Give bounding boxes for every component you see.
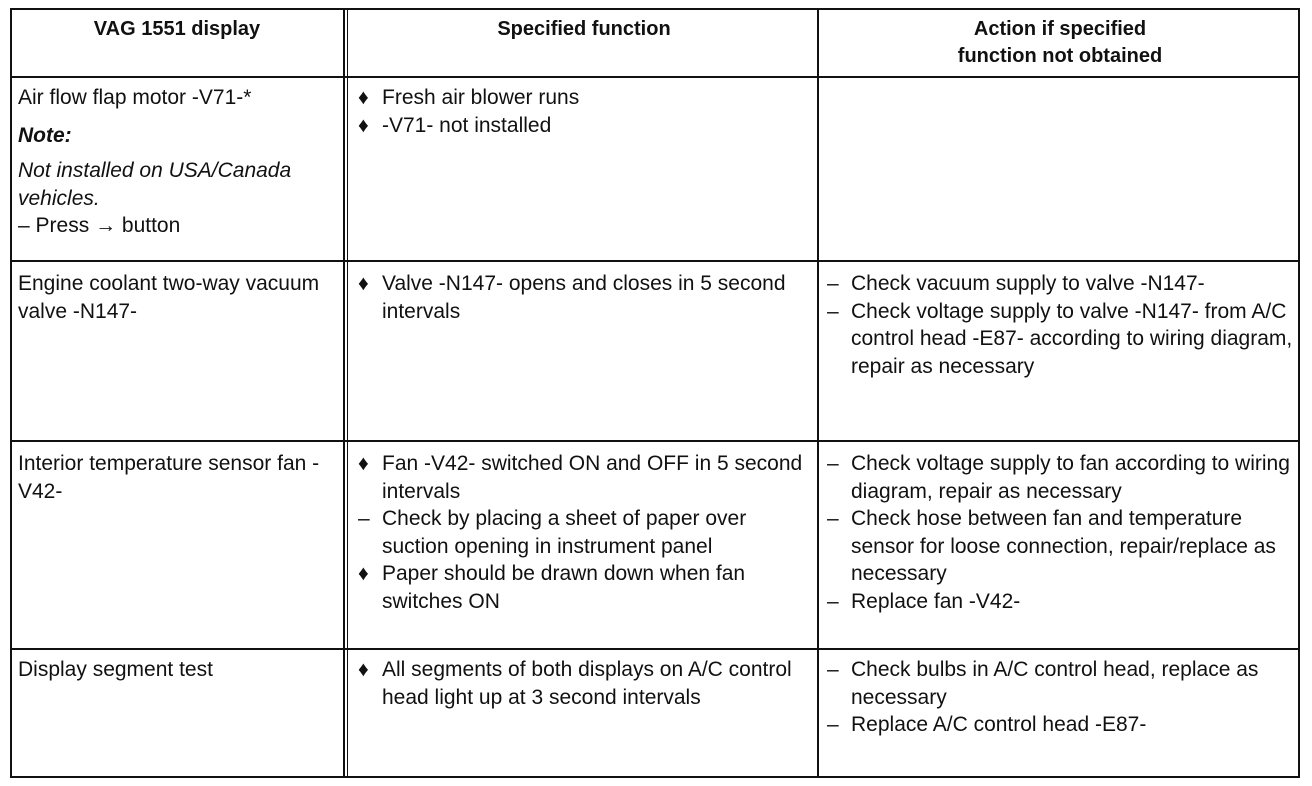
item-text: Check by placing a sheet of paper over suction opening in instrument panel [382, 507, 747, 558]
row-divider [12, 648, 1298, 650]
dash-icon: – [827, 658, 839, 681]
dash-icon: – [827, 452, 839, 475]
row3-action-cell [825, 450, 1295, 615]
diagnostic-table [10, 8, 1300, 778]
press-prefix: Press [35, 214, 90, 237]
item-text: Check hose between fan and temperature sensor for loose connection, repair/replace as necessary [851, 507, 1276, 585]
item-text: Check voltage supply to fan according to wiring diagram, repair as necessary [851, 452, 1290, 503]
item-text: Valve -N147- opens and closes in 5 second intervals [382, 272, 786, 323]
press-instruction [18, 212, 336, 240]
list-item [825, 711, 1295, 739]
item-text: -V71- not installed [382, 113, 552, 137]
row2-display-title: Engine coolant two-way vacuum valve -N147- [18, 272, 320, 323]
header-specified-function: Specified function [497, 18, 671, 40]
dash-icon: – [827, 299, 839, 323]
header-action-line1: Action if specified [973, 18, 1147, 40]
list-item [356, 270, 812, 325]
row4-action-cell [825, 656, 1295, 739]
header-display: VAG 1551 display [93, 18, 261, 40]
row3-function-cell [356, 450, 812, 615]
arrow-right-icon: → [95, 214, 117, 237]
row1-function-cell [356, 84, 812, 139]
diamond-icon: ♦ [358, 452, 369, 475]
note-label: Note: [18, 123, 72, 147]
row-divider [12, 440, 1298, 442]
row2-display-cell [18, 270, 336, 325]
list-item [356, 450, 812, 505]
column-divider [817, 10, 819, 776]
list-item [356, 112, 812, 140]
row1-display-cell [18, 84, 336, 240]
list-item [825, 298, 1295, 381]
list-item [825, 588, 1295, 616]
diamond-icon: ♦ [358, 86, 369, 109]
row3-display-cell [18, 450, 336, 505]
row2-action-cell [825, 270, 1295, 380]
diamond-icon: ♦ [358, 272, 369, 295]
dash-icon: – [827, 589, 839, 613]
item-text: Check bulbs in A/C control head, replace as necessary [851, 658, 1259, 709]
item-text: Check voltage supply to valve -N147- from A/C control head -E87- according to wiring diagram, repair as necessary [851, 299, 1293, 378]
diamond-icon: ♦ [358, 113, 369, 137]
list-item [356, 560, 812, 615]
item-text: All segments of both displays on A/C control head light up at 3 second intervals [382, 658, 792, 709]
item-text: Replace fan -V42- [851, 589, 1021, 613]
list-item [825, 270, 1295, 298]
column-divider [343, 10, 345, 776]
row3-display-title: Interior temperature sensor fan -V42- [18, 452, 320, 503]
row4-display-title: Display segment test [18, 658, 213, 681]
note-text: Not installed on USA/Canada vehicles. [18, 159, 292, 210]
item-text: Replace A/C control head -E87- [851, 713, 1147, 736]
row-divider [12, 76, 1298, 78]
header-action [825, 16, 1295, 70]
item-text: Check vacuum supply to valve -N147- [851, 272, 1205, 295]
column-divider [347, 10, 348, 776]
dash-icon: – [358, 507, 370, 530]
list-item [825, 450, 1295, 505]
dash-icon: – [827, 272, 839, 295]
item-text: Paper should be drawn down when fan switches ON [382, 562, 746, 613]
row2-function-cell [356, 270, 812, 325]
diamond-icon: ♦ [358, 658, 369, 681]
dash-icon: – [827, 507, 839, 530]
press-suffix: button [121, 214, 181, 237]
item-text: Fresh air blower runs [382, 86, 580, 109]
row4-display-cell [18, 656, 336, 684]
diamond-icon: ♦ [358, 562, 369, 585]
row4-function-cell [356, 656, 812, 711]
row1-display-title: Air flow flap motor -V71-* [18, 86, 252, 109]
list-item [356, 505, 812, 560]
dash-icon: – [827, 713, 839, 736]
header-action-line2: function not obtained [957, 45, 1163, 67]
list-item [825, 505, 1295, 588]
dash-icon: – [18, 214, 30, 237]
list-item [356, 84, 812, 112]
item-text: Fan -V42- switched ON and OFF in 5 second intervals [382, 452, 803, 503]
row-divider [12, 260, 1298, 262]
list-item [356, 656, 812, 711]
list-item [825, 656, 1295, 711]
